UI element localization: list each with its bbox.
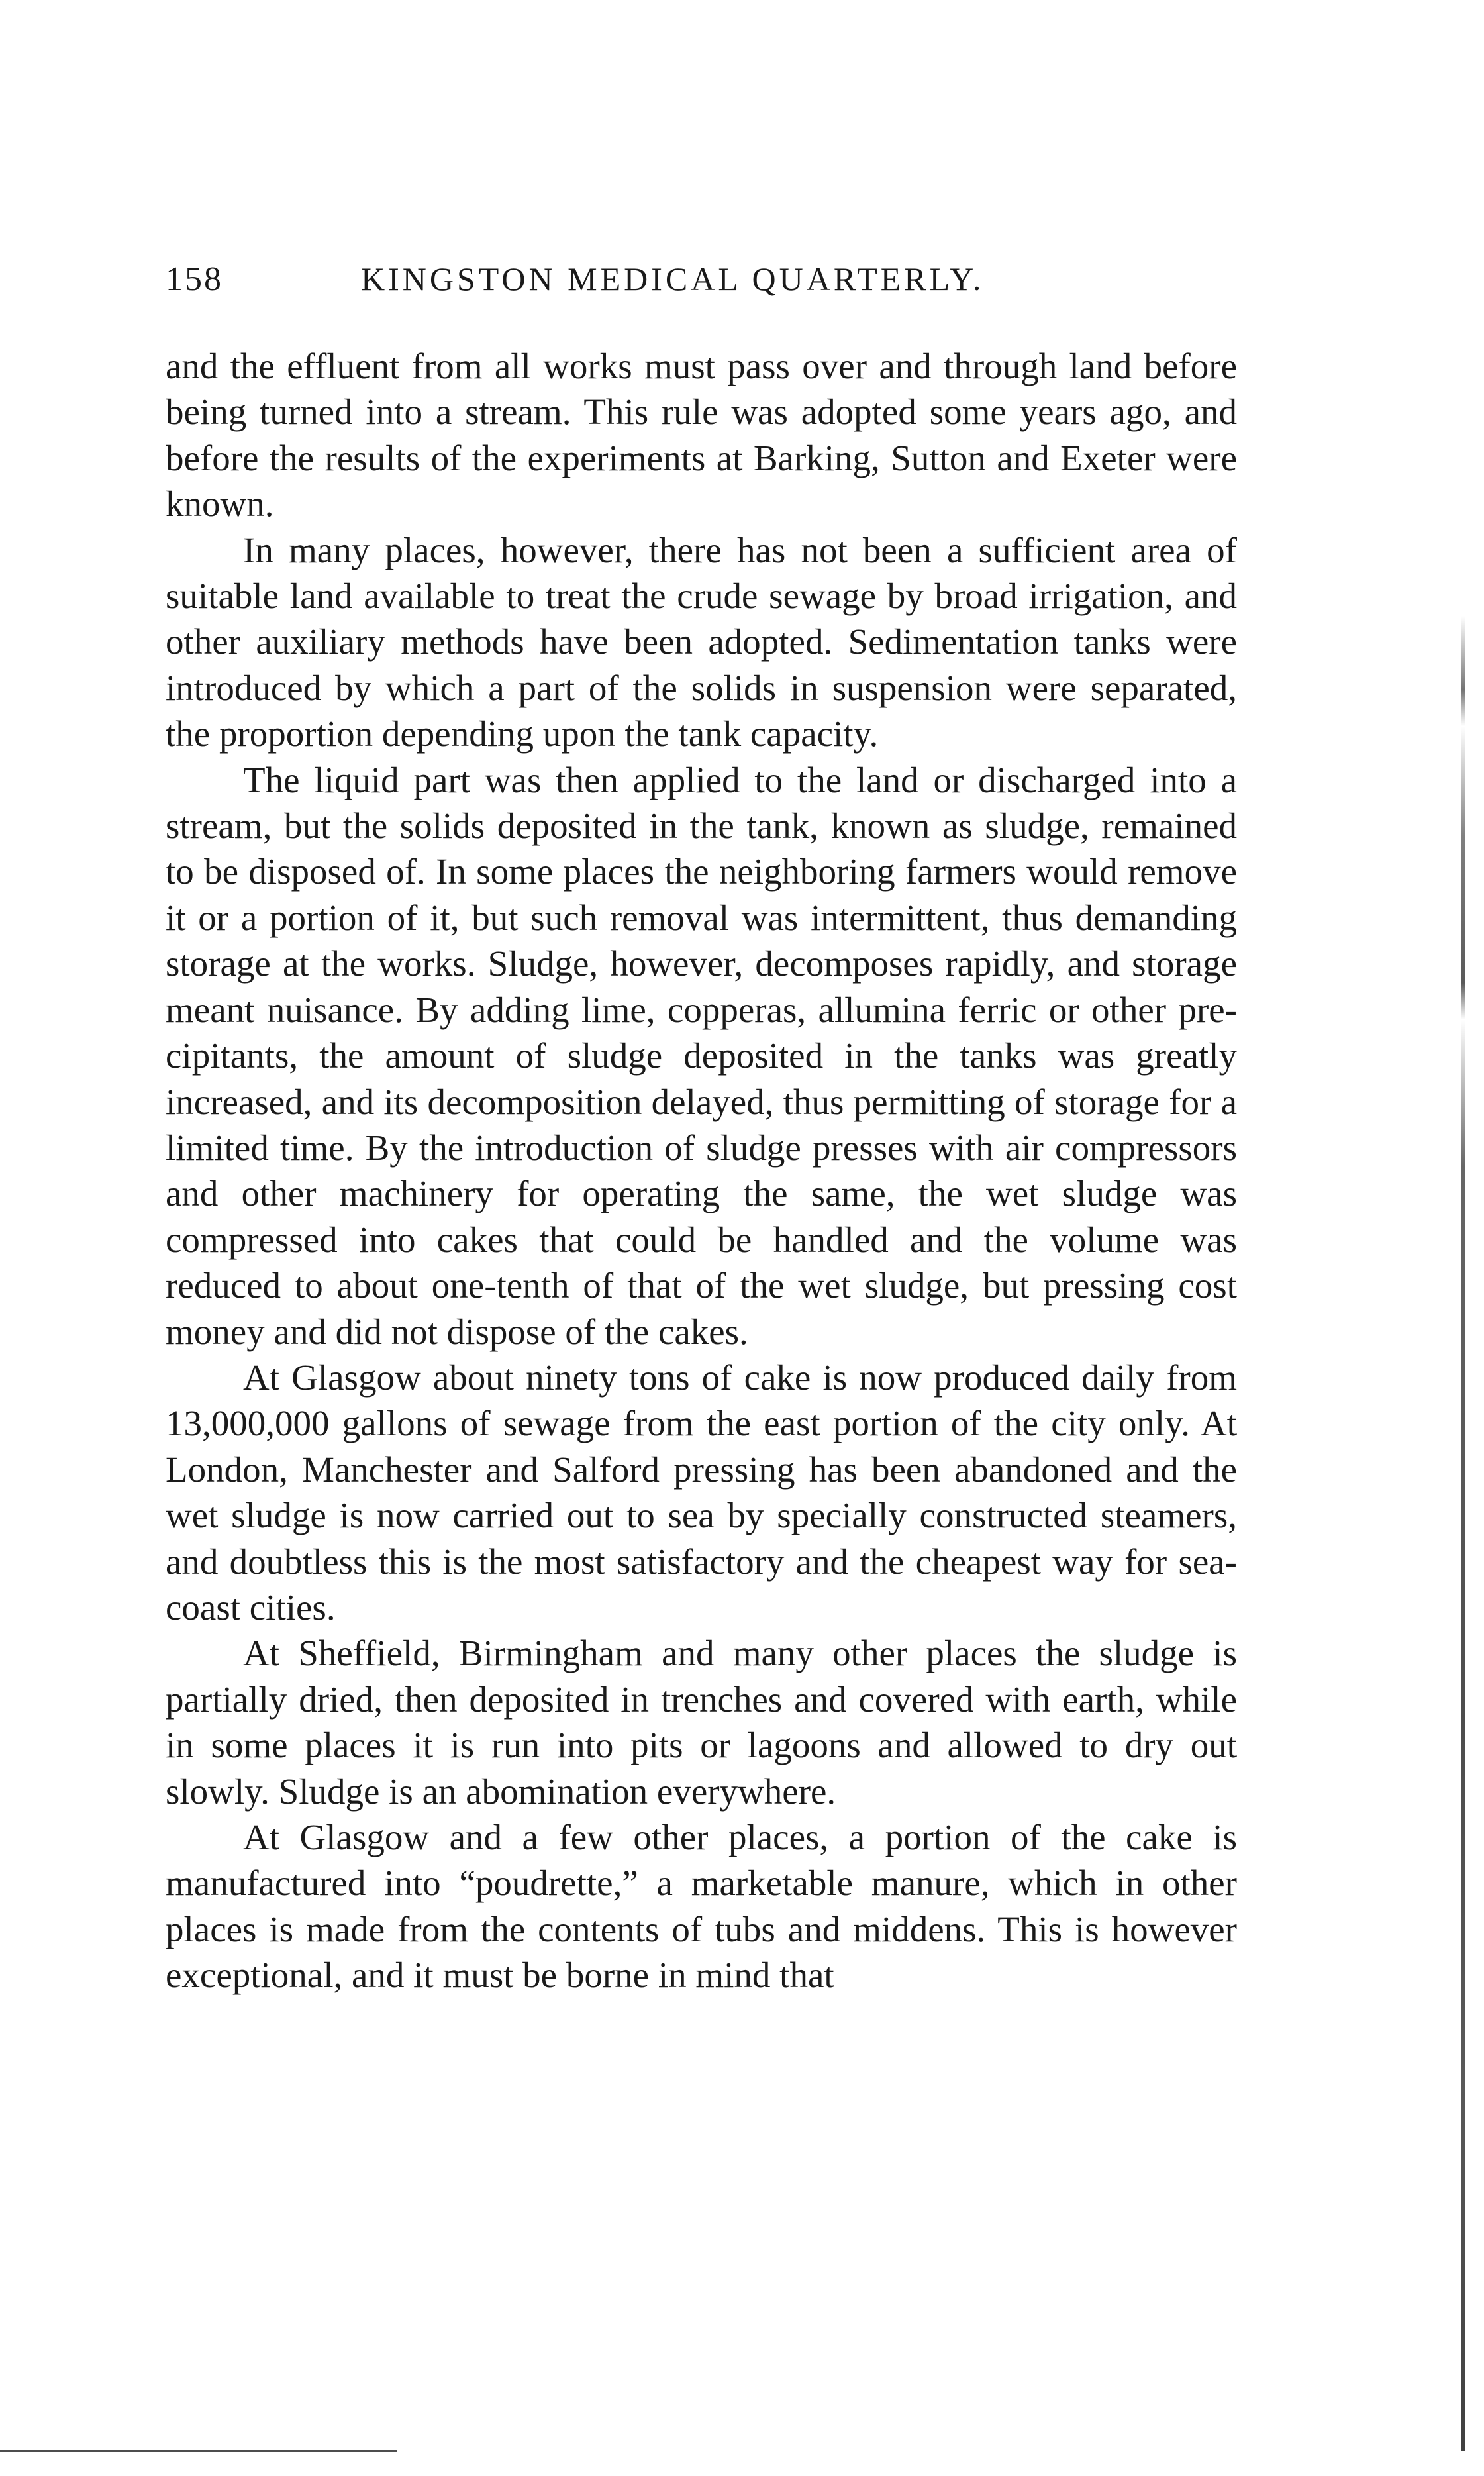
scan-edge-artifact <box>1461 616 1465 2451</box>
scan-bottom-artifact <box>0 2450 397 2452</box>
paragraph: At Glasgow about ninety tons of cake is now produced daily from 13,000,000 gallons of sewage from the east portion of the city only. At London, Manchester and Salford pressing has been abandoned and the wet sludge is now carried out to sea by specially constructed steamers, and doubtless this is the most satisfactory and the cheapest way for sea-coast cities. <box>166 1357 1237 1627</box>
paragraph: At Sheffield, Birmingham and many other places the sludge is partially dried, then deposited in trenches and covered with earth, while in some places it is run into pits or lagoons and allowed to dry out slowly. Sludge is an abomination everywhere. <box>166 1633 1237 1812</box>
page-header <box>166 260 1285 313</box>
paragraph-continued: and the effluent from all works must pass over and through land before being turned into a stream. This rule was adopted some years ago, and before the results of the experiments at Barking, Sutton and Exeter were known. <box>166 346 1237 525</box>
paragraph: In many places, however, there has not been a sufficient area of suitable land available to treat the crude sewage by broad irrigation, and other auxiliary methods have been adopted. Sedimentation tanks were introduced by which a part of the solids in suspension were separated, the proportion depending upon the tank capacity. <box>166 529 1237 754</box>
page-number: 158 <box>166 260 223 298</box>
paragraph: The liquid part was then applied to the land or discharged into a stream, but the solids deposited in the tank, known as sludge, remained to be disposed of. In some places the neighboring farmers would remove it or a portion of it, but such removal was intermittent, thus demanding storage at the works. Sludge, however, decomposes rapidly, and storage meant nuisance. By adding lime, copperas, allumina ferric or other precipitants, the amount of sludge deposited in the tanks was greatly increased, and its decomposition delayed, thus permitting of storage for a limited time. By the introduction of sludge presses with air compressors and other machinery for operating the same, the wet sludge was compressed into cakes that could be handled and the volume was reduced to about one-tenth of that of the wet sludge, but pressing cost money and did not dispose of the cakes. <box>166 759 1237 1352</box>
paragraph: At Glasgow and a few other places, a portion of the cake is manufactured into “poudrette,” a marketable manure, which in other places is made from the contents of tubs and middens. This is however exceptional, and it must be borne in mind that <box>166 1817 1237 1996</box>
running-title: KINGSTON MEDICAL QUARTERLY. <box>361 260 985 297</box>
body-text <box>166 343 1237 1998</box>
